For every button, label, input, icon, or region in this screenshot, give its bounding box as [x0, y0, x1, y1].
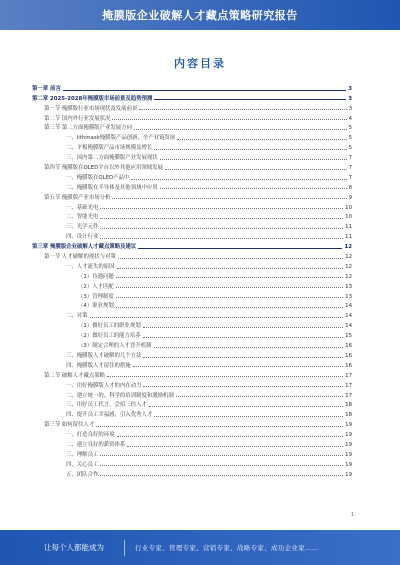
report-header-bar: [0, 0, 400, 30]
toc-entry-label: 二、掩膜版在半导体及其他领域中应用: [66, 184, 158, 191]
toc-entry-page: 16: [345, 343, 352, 350]
toc-leader-dots: [100, 238, 343, 239]
toc-entry-label: 四、提升员工幸福感，引入优秀人才: [66, 412, 153, 419]
toc-entry[interactable]: [32, 112, 352, 122]
toc-entry[interactable]: [32, 418, 352, 428]
toc-entry-page: 14: [345, 323, 352, 330]
toc-entry[interactable]: [32, 151, 352, 161]
toc-entry-label: 三、掩膜版人才破解的几个方法: [66, 352, 142, 359]
toc-leader-dots: [133, 366, 343, 367]
toc-entry-label: 第二节 破解人才藏点策略: [44, 372, 106, 379]
footer-divider: [124, 540, 125, 556]
toc-entry[interactable]: [32, 181, 352, 191]
toc-entry-label: 二、建立良好的薪资体系: [66, 441, 126, 448]
toc-entry[interactable]: [32, 280, 352, 290]
toc-leader-dots: [149, 406, 343, 407]
toc-leader-dots: [96, 426, 343, 427]
toc-leader-dots: [139, 109, 346, 110]
toc-entry-page: 13: [345, 293, 352, 300]
toc-entry-page: 3: [348, 95, 352, 102]
toc-entry[interactable]: [32, 240, 352, 250]
toc-entry-page: 5: [348, 145, 352, 152]
toc-entry[interactable]: [32, 468, 352, 478]
toc-entry-label: （4）职业规划: [78, 303, 114, 310]
toc-entry-page: 9: [348, 194, 352, 201]
toc-leader-dots: [118, 258, 343, 259]
toc-entry-label: 三、国内第二方面掩膜版产业发展现状: [66, 155, 158, 162]
toc-entry[interactable]: [32, 230, 352, 240]
toc-leader-dots: [131, 179, 346, 180]
toc-entry-label: 第三章 掩膜版企业破解人才藏点策略及建议: [32, 244, 137, 251]
toc-entry[interactable]: [32, 201, 352, 211]
toc-entry[interactable]: [32, 389, 352, 399]
toc-entry-label: （1）待遇问题: [78, 273, 114, 280]
toc-entry-page: 5: [348, 125, 352, 132]
toc-entry-page: 16: [345, 362, 352, 369]
toc-leader-dots: [116, 307, 343, 308]
toc-entry-label: （2）人才匹配: [78, 283, 114, 290]
toc-entry-page: 15: [345, 333, 352, 340]
toc-entry-page: 11: [345, 234, 352, 241]
toc-entry[interactable]: [32, 379, 352, 389]
toc-leader-dots: [112, 119, 346, 120]
toc-leader-dots: [143, 357, 343, 358]
footer-bar: [0, 530, 400, 565]
toc-entry-page: 17: [345, 392, 352, 399]
toc-entry-label: 五、团队合作: [66, 471, 99, 478]
toc-entry-page: 3: [348, 105, 352, 112]
toc-leader-dots: [100, 218, 343, 219]
toc-entry-label: 二、对策: [66, 313, 88, 320]
toc-entry[interactable]: [32, 448, 352, 458]
toc-entry-label: 三、光学元件: [66, 224, 99, 231]
toc-entry-page: 7: [348, 155, 352, 162]
toc-entry-label: 第三节 第二方面掩膜版产业发展方向: [44, 125, 132, 132]
toc-entry[interactable]: [32, 211, 352, 221]
toc-entry-page: 18: [345, 412, 352, 419]
toc-leader-dots: [112, 198, 346, 199]
toc-entry-page: 10: [345, 204, 352, 211]
toc-entry-page: 19: [345, 451, 352, 458]
toc-leader-dots: [117, 436, 344, 437]
toc-entry[interactable]: [32, 349, 352, 359]
toc-entry-label: 第二节 国内外行业发展状况: [44, 115, 111, 122]
toc-entry-page: 11: [345, 224, 352, 231]
toc-entry[interactable]: [32, 438, 352, 448]
toc-leader-dots: [154, 99, 346, 100]
toc-leader-dots: [117, 268, 344, 269]
toc-entry-label: 三、用好员工代言，会招三倍人才: [66, 402, 147, 409]
toc-leader-dots: [90, 317, 344, 318]
report-title: 掩膜版企业破解人才藏点策略研究报告: [102, 9, 298, 22]
toc-leader-dots: [176, 396, 343, 397]
toc-entry[interactable]: [32, 329, 352, 339]
toc-entry-label: 四、掩膜版人才留住的措施: [66, 362, 131, 369]
toc-entry[interactable]: [32, 319, 352, 329]
toc-entry-page: 19: [345, 471, 352, 478]
page-number: 1: [350, 512, 354, 518]
toc-entry[interactable]: [32, 399, 352, 409]
toc-leader-dots: [100, 228, 343, 229]
toc-entry-label: 一、用好掩膜版人才的内在动力: [66, 382, 142, 389]
toc-leader-dots: [116, 277, 343, 278]
toc-entry-page: 13: [345, 283, 352, 290]
toc-leader-dots: [116, 297, 343, 298]
toc-leader-dots: [116, 287, 343, 288]
toc-leader-dots: [143, 337, 343, 338]
toc-leader-dots: [154, 416, 343, 417]
toc-entry-label: 二、建立统一的、科学的培训制度和激励机制: [66, 392, 174, 399]
toc-entry-page: 3: [348, 85, 352, 92]
toc-entry-page: 19: [345, 441, 352, 448]
toc-entry[interactable]: [32, 191, 352, 201]
toc-entry-label: 一、掩膜版在OLED产品中: [66, 174, 130, 181]
footer-tagline: 行业专家、管理专家、营销专家、战略专家、成功企业家……: [135, 544, 319, 552]
toc-entry[interactable]: [32, 92, 352, 102]
toc-entry-label: 第三节 如何留住人才: [44, 422, 95, 429]
toc-entry[interactable]: [32, 171, 352, 181]
toc-entry[interactable]: [32, 300, 352, 310]
toc-entry[interactable]: [32, 82, 352, 92]
toc-entry-label: 一、打造良好的环境: [66, 432, 115, 439]
toc-leader-dots: [100, 455, 343, 456]
toc-entry[interactable]: [32, 309, 352, 319]
toc-entry[interactable]: [32, 161, 352, 171]
toc-entry-page: 14: [345, 313, 352, 320]
toc-leader-dots: [107, 376, 343, 377]
toc-entry-page: 12: [345, 273, 352, 280]
toc-leader-dots: [160, 188, 347, 189]
toc-entry-page: 19: [345, 461, 352, 468]
toc-entry-page: 7: [348, 174, 352, 181]
toc-leader-dots: [100, 475, 343, 476]
toc-entry-label: （3）制定合理的人才晋升机制: [78, 343, 152, 350]
toc-entry-page: 17: [345, 382, 352, 389]
toc-entry[interactable]: [32, 428, 352, 438]
toc-entry[interactable]: [32, 220, 352, 230]
toc-entry-label: 第一节 掩膜版行业市场现状及发展前景: [44, 105, 138, 112]
toc-leader-dots: [160, 159, 347, 160]
toc-leader-dots: [143, 327, 343, 328]
toc-entry-label: 二、智能光电: [66, 214, 99, 221]
toc-entry[interactable]: [32, 339, 352, 349]
footer-slogan: 让每个人都能成为: [44, 543, 104, 552]
toc-entry-page: 8: [348, 184, 352, 191]
toc-entry-page: 14: [345, 303, 352, 310]
toc-entry-label: 第四节 掩膜版在OLED平台以外其他应用领域发展: [44, 165, 163, 172]
toc-entry-page: 16: [345, 352, 352, 359]
toc-leader-dots: [100, 465, 343, 466]
toc-leader-dots: [127, 446, 343, 447]
toc-heading: 内容目录: [174, 57, 226, 70]
toc-entry-page: 12: [345, 254, 352, 261]
toc-entry-label: 一、lithmask掩膜版产品创新，全产业链发展: [66, 135, 176, 142]
toc-entry[interactable]: [32, 458, 352, 468]
toc-entry-label: 第五节 掩膜版产业市场分析: [44, 194, 111, 201]
toc-entry-page: 17: [345, 372, 352, 379]
toc-entry[interactable]: [32, 290, 352, 300]
toc-entry-label: 四、关心员工: [66, 461, 99, 468]
toc-leader-dots: [165, 169, 347, 170]
toc-entry-label: 一、基础光电: [66, 204, 99, 211]
toc-entry-label: 第二章 2025-2028年掩膜版市场前景及趋势预测: [32, 95, 153, 102]
toc-entry[interactable]: [32, 369, 352, 379]
toc-entry-page: 10: [345, 214, 352, 221]
toc-entry[interactable]: [32, 122, 352, 132]
toc-leader-dots: [100, 208, 343, 209]
toc-entry-label: 二、平板掩膜版产品市场规模及增长: [66, 145, 153, 152]
toc-leader-dots: [143, 386, 343, 387]
toc-entry-label: 一、人才流失的原因: [66, 263, 115, 270]
toc-entry[interactable]: [32, 408, 352, 418]
toc-entry-page: 4: [348, 115, 352, 122]
toc-entry[interactable]: [32, 131, 352, 141]
toc-leader-dots: [154, 149, 346, 150]
toc-entry-page: 19: [345, 422, 352, 429]
toc-entry[interactable]: [32, 250, 352, 260]
toc-entry-page: 7: [348, 165, 352, 172]
toc-entry-label: 四、设计行业: [66, 234, 99, 241]
toc-entry-page: 12: [345, 263, 352, 270]
toc-entry[interactable]: [32, 102, 352, 112]
toc-entry-label: （2）做好员工的能力培养: [78, 333, 141, 340]
toc-entry[interactable]: [32, 359, 352, 369]
toc-leader-dots: [63, 90, 346, 91]
toc-entry[interactable]: [32, 270, 352, 280]
toc-entry-label: （1）做好员工的职业规划: [78, 323, 141, 330]
toc-leader-dots: [154, 347, 344, 348]
table-of-contents: [32, 82, 352, 478]
toc-leader-dots: [177, 139, 346, 140]
toc-entry[interactable]: [32, 260, 352, 270]
toc-entry-page: 5: [348, 135, 352, 142]
toc-leader-dots: [138, 248, 342, 249]
toc-entry-page: 12: [344, 244, 352, 251]
toc-entry-label: 三、理解员工: [66, 451, 99, 458]
toc-entry-page: 19: [345, 432, 352, 439]
toc-entry-page: 18: [345, 402, 352, 409]
toc-leader-dots: [134, 129, 347, 130]
toc-entry-label: （3）管理制度: [78, 293, 114, 300]
toc-entry-label: 第一章 前言: [32, 85, 61, 92]
toc-entry-label: 第一节 人才破解的现状与对策: [44, 254, 116, 261]
toc-entry[interactable]: [32, 141, 352, 151]
